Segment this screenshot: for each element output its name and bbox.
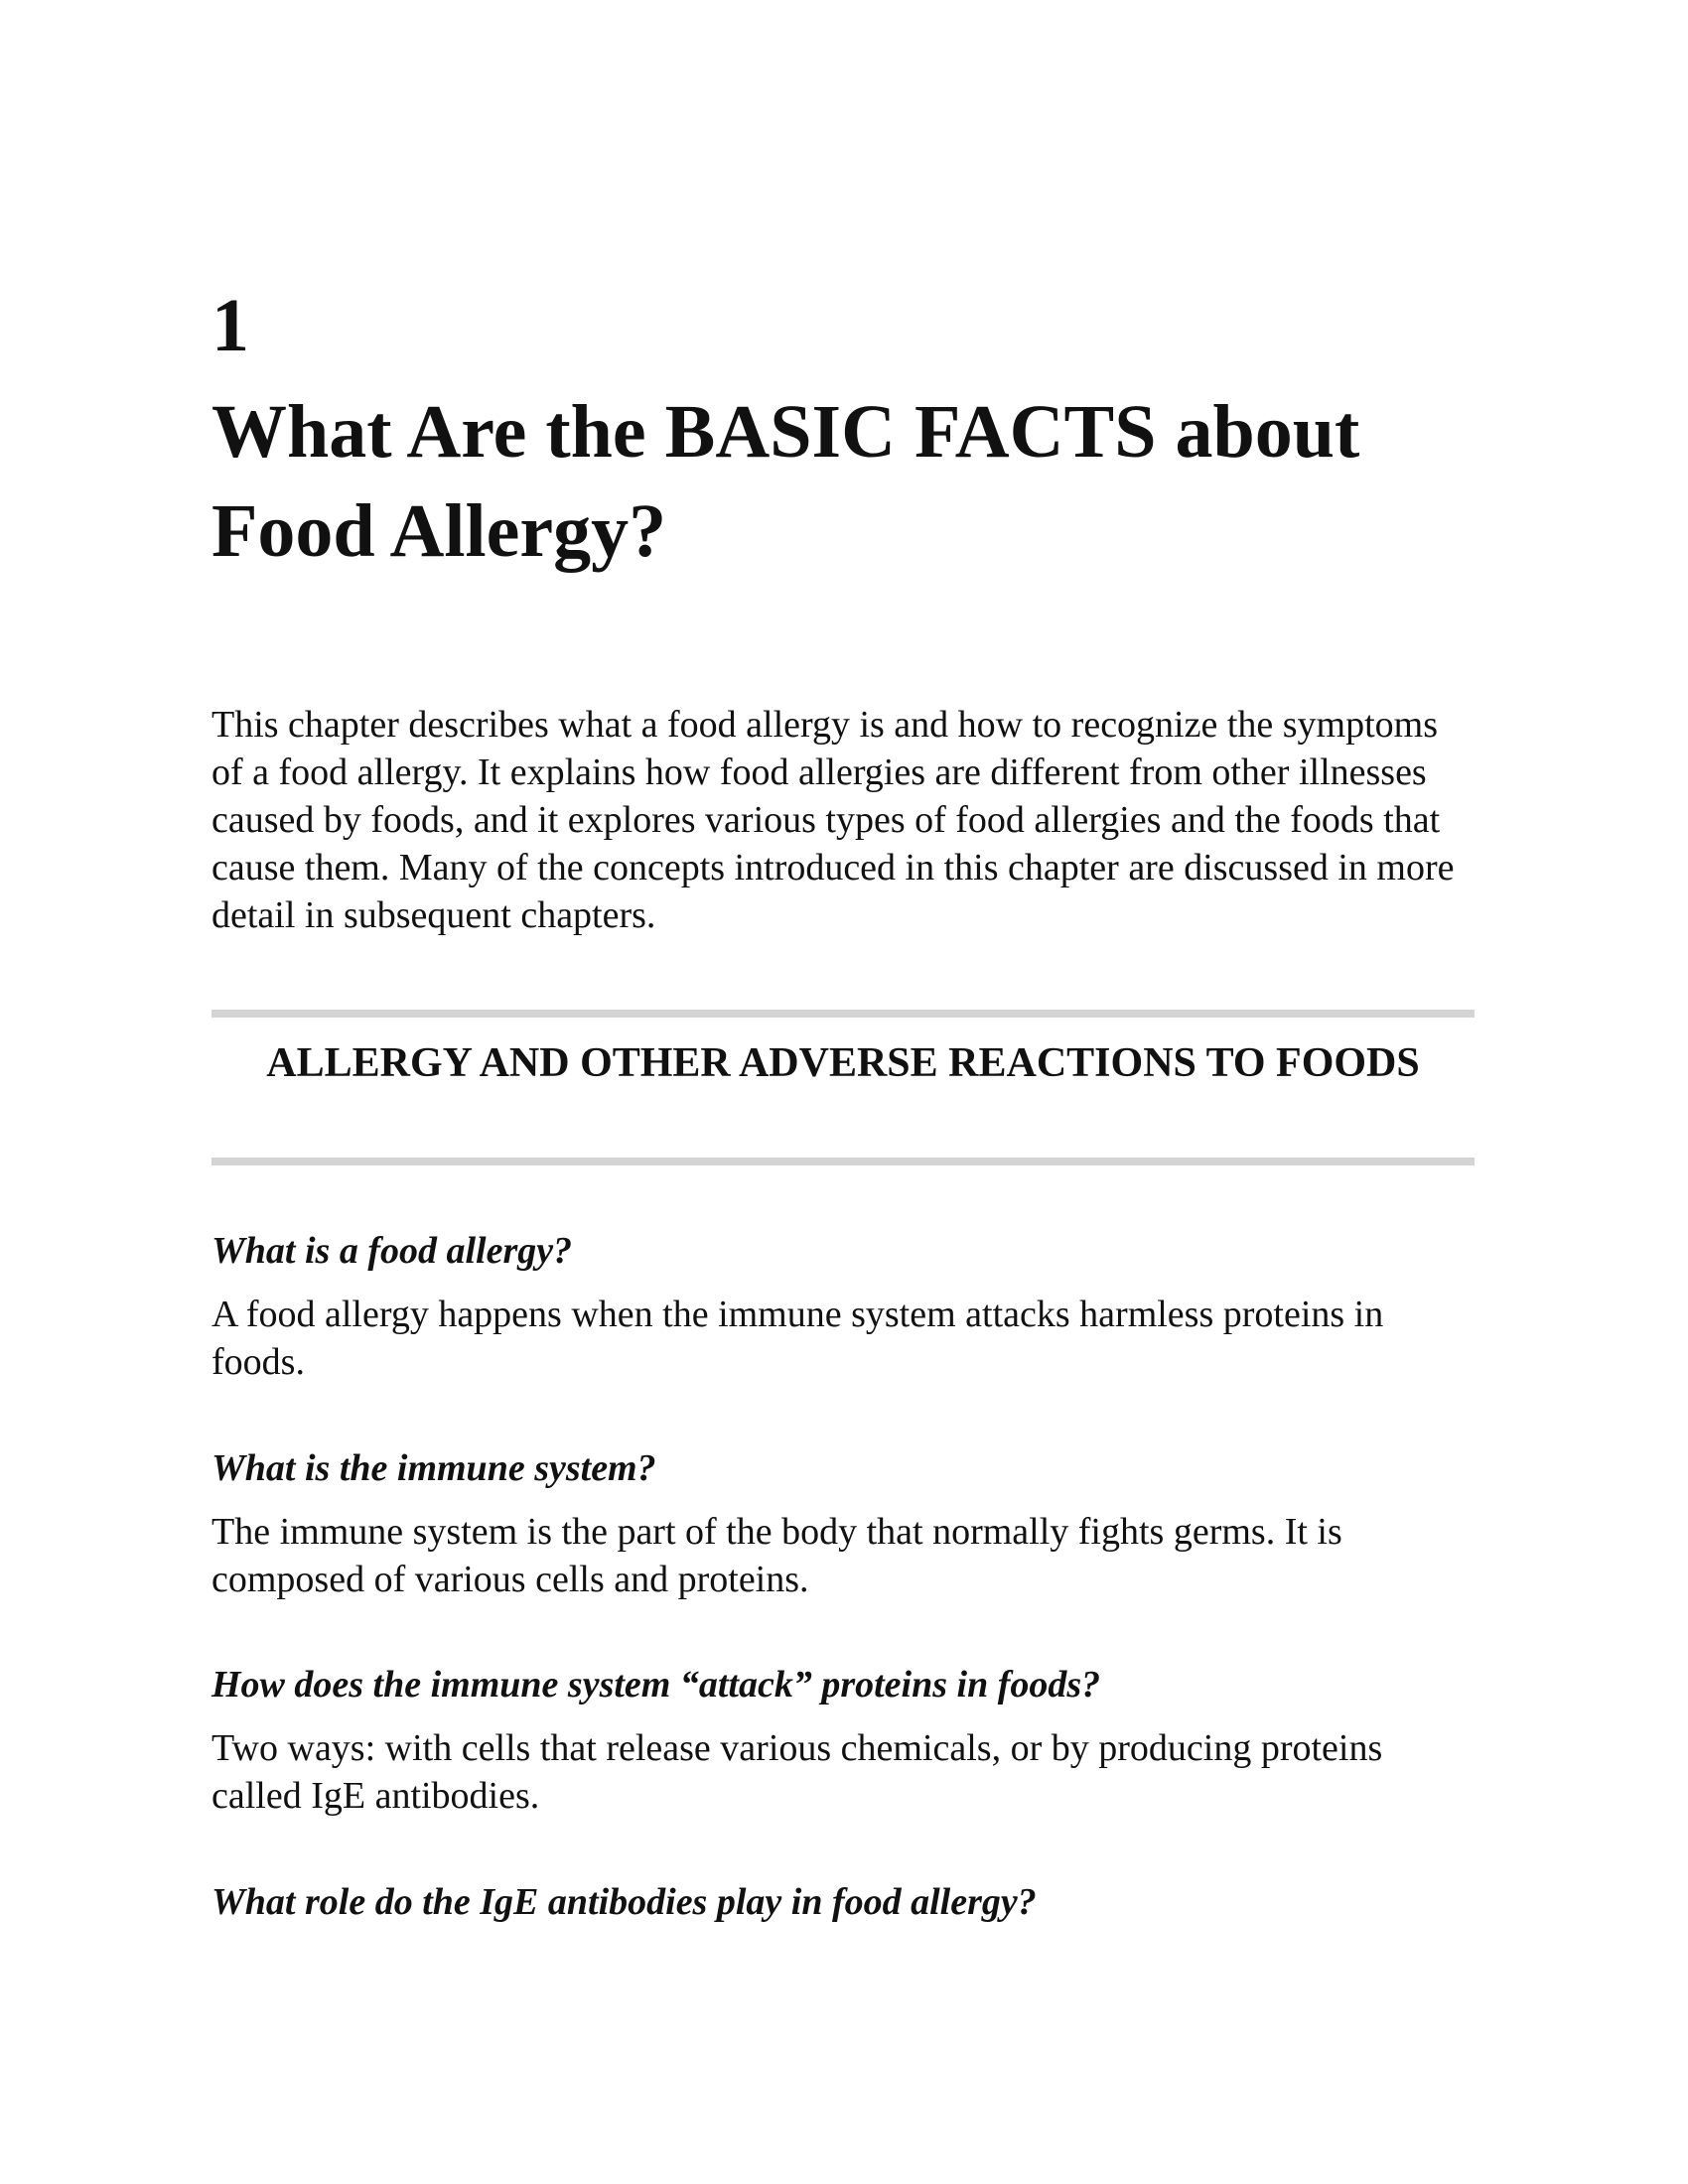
section-rule-top [211,1010,1475,1018]
question: How does the immune system “attack” proteins in foods? [211,1664,1101,1706]
question: What role do the IgE antibodies play in food allergy? [211,1881,1037,1923]
chapter-number: 1 [211,284,249,367]
qa-item [211,1661,1475,1820]
qa-item [211,1227,1475,1386]
answer: Two ways: with cells that release various chemicals, or by producing proteins called IgE antibodies. [211,1727,1383,1817]
chapter-intro-paragraph: This chapter describes what a food allergy is and how to recognize the symptoms of a food allergy. It explains how food allergies are different from other illnesses caused by foods, and it explores various types of food allergies and the foods that cause them. Many of the concepts introduced in this chapter are discussed in more detail in subsequent chapters. [211,704,1455,936]
answer: The immune system is the part of the body that normally fights germs. It is composed of various cells and proteins. [211,1511,1342,1600]
section-heading: ALLERGY AND OTHER ADVERSE REACTIONS TO FOODS [266,1040,1420,1086]
answer: A food allergy happens when the immune system attacks harmless proteins in foods. [211,1294,1384,1383]
question: What is the immune system? [211,1447,656,1489]
qa-item [211,1444,1475,1603]
question: What is a food allergy? [211,1230,573,1272]
document-page [211,0,1475,2184]
section-rule-bottom [211,1158,1475,1165]
chapter-title: What Are the BASIC FACTS about Food Allergy? [211,390,1360,573]
qa-item [211,1878,1475,1926]
